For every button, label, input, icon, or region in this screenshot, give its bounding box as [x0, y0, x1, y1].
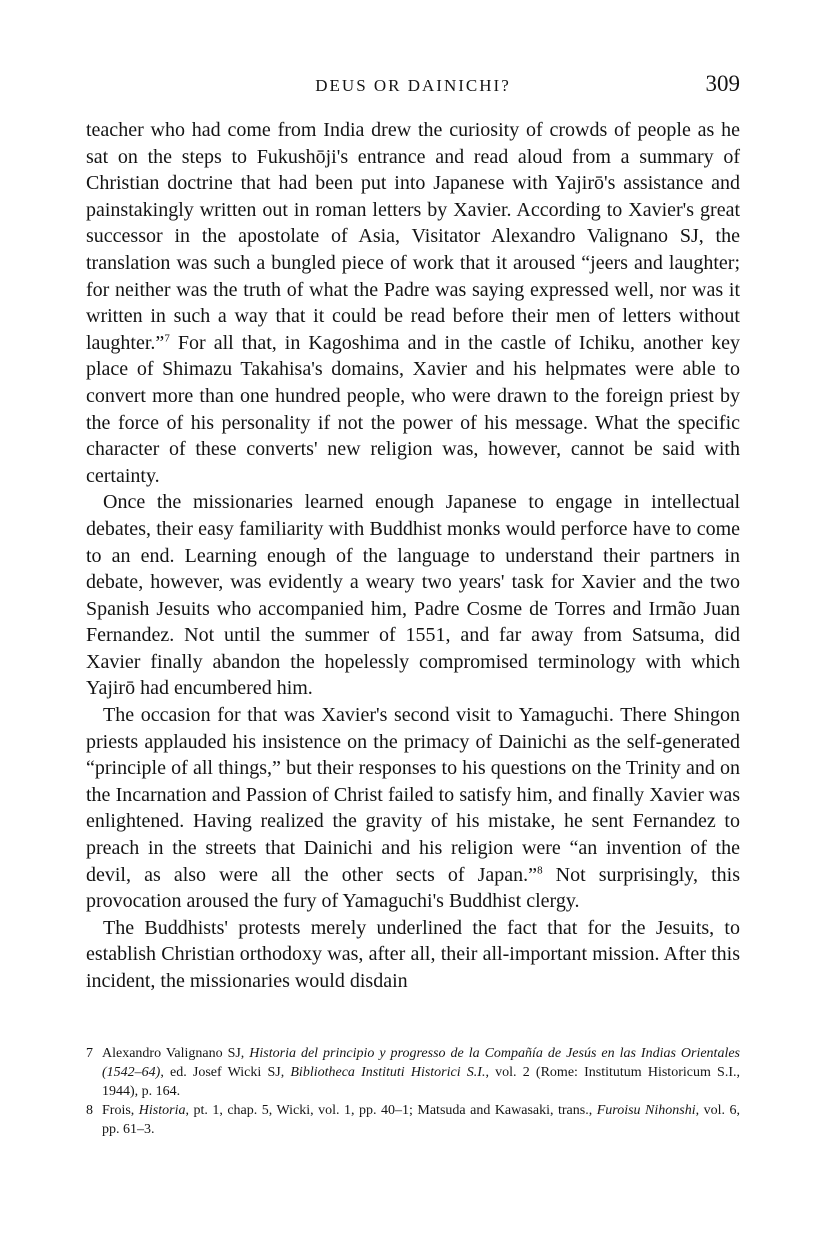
paragraph-text: The Buddhists' protests merely underlined the fact that for the Jesuits, to establish Christian orthodoxy was, after all, their all-important mission. After this incident, the missionaries would disdain — [86, 916, 740, 992]
paragraph-text: The occasion for that was Xavier's second visit to Yamaguchi. There Shingon priests applauded his insistence on the primacy of Dainichi as the self-generated “principle of all things,” but their responses to his questions on the Trinity and on the Incarnation and Passion of Christ failed to satisfy him, and finally Xavier was enlightened. Having realized the gravity of his mistake, he sent Fernandez to preach in the streets that Dainichi and his religion were “an invention of the devil, as also were all the other sects of Japan.” — [86, 704, 740, 886]
footnotes — [86, 1044, 740, 1139]
footnote-text — [102, 1101, 740, 1139]
running-header — [86, 71, 740, 104]
body-text — [86, 117, 740, 995]
paragraph-text: For all that, in Kagoshima and in the castle of Ichiku, another key place of Shimazu Takahisa's domains, Xavier and his helpmates were able to convert more than one hundred people, who were drawn to the foreign priest by the force of his personality if not the power of his message. What the specific character of these converts' new religion was, however, cannot be said with certainty. — [86, 331, 740, 487]
footnote-title: Historia del principio y progresso de la Compañía de Jesús en las Indias Orientales (1542–64) — [102, 1046, 740, 1080]
footnote-text — [102, 1044, 740, 1101]
footnote-title: Bibliotheca Instituti Historici S.I. — [290, 1065, 486, 1080]
paragraph — [86, 702, 740, 915]
page-number: 309 — [705, 71, 740, 96]
footnote-number: 8 — [86, 1103, 93, 1118]
paragraph-text: Not surprisingly, this provocation aroused the fury of Yamaguchi's Buddhist clergy. — [86, 863, 741, 913]
running-title: DEUS OR DAINICHI? — [315, 76, 511, 95]
footnote-reference: 8 — [537, 863, 543, 876]
footnote-part: Frois, — [102, 1103, 139, 1118]
footnote — [86, 1044, 740, 1101]
footnote-part: Alexandro Valignano SJ, — [102, 1046, 250, 1061]
paragraph — [86, 117, 740, 489]
paragraph-text: teacher who had come from India drew the curiosity of crowds of people as he sat on the steps to Fukushōji's entrance and read aloud from a summary of Christian doctrine that had been put into Japanese with Yajirō's assistance and painstakingly written out in roman letters by Xavier. According to Xavier's great successor in the apostolate of Asia, Visitator Alexandro Valignano SJ, the translation was such a bungled piece of work that it aroused “jeers and laughter; for neither was the truth of what the Padre was saying expressed well, nor was it written in such a way that it could be read before their men of letters without laughter.” — [86, 119, 740, 354]
paragraph-text: Once the missionaries learned enough Japanese to engage in intellectual debates, their easy familiarity with Buddhist monks would perforce have to come to an end. Learning enough of the language to understand their partners in debate, however, was evidently a weary two years' task for Xavier and the two Spanish Jesuits who accompanied him, Padre Cosme de Torres and Irmão Juan Fernandez. Not until the summer of 1551, and far away from Satsuma, did Xavier finally abandon the hopelessly compromised terminology with which Yajirō had encumbered him. — [86, 491, 740, 700]
footnote-part: , vol. 2 (Rome: Institutum Historicum S.I., 1944), p. 164. — [102, 1065, 740, 1099]
footnote-title: Historia — [138, 1103, 186, 1118]
footnote-title: Furoisu Nihonshi — [596, 1103, 696, 1118]
footnote-part: , ed. Josef Wicki SJ, — [160, 1065, 291, 1080]
footnote-reference: 7 — [164, 332, 170, 345]
paragraph — [86, 915, 740, 995]
footnote-part: , pt. 1, chap. 5, Wicki, vol. 1, pp. 40–1; Matsuda and Kawasaki, trans., — [185, 1103, 597, 1118]
footnote — [86, 1101, 740, 1139]
footnote-part: , vol. 6, pp. 61–3. — [102, 1103, 740, 1137]
paragraph — [86, 489, 740, 702]
footnote-number: 7 — [86, 1046, 93, 1061]
